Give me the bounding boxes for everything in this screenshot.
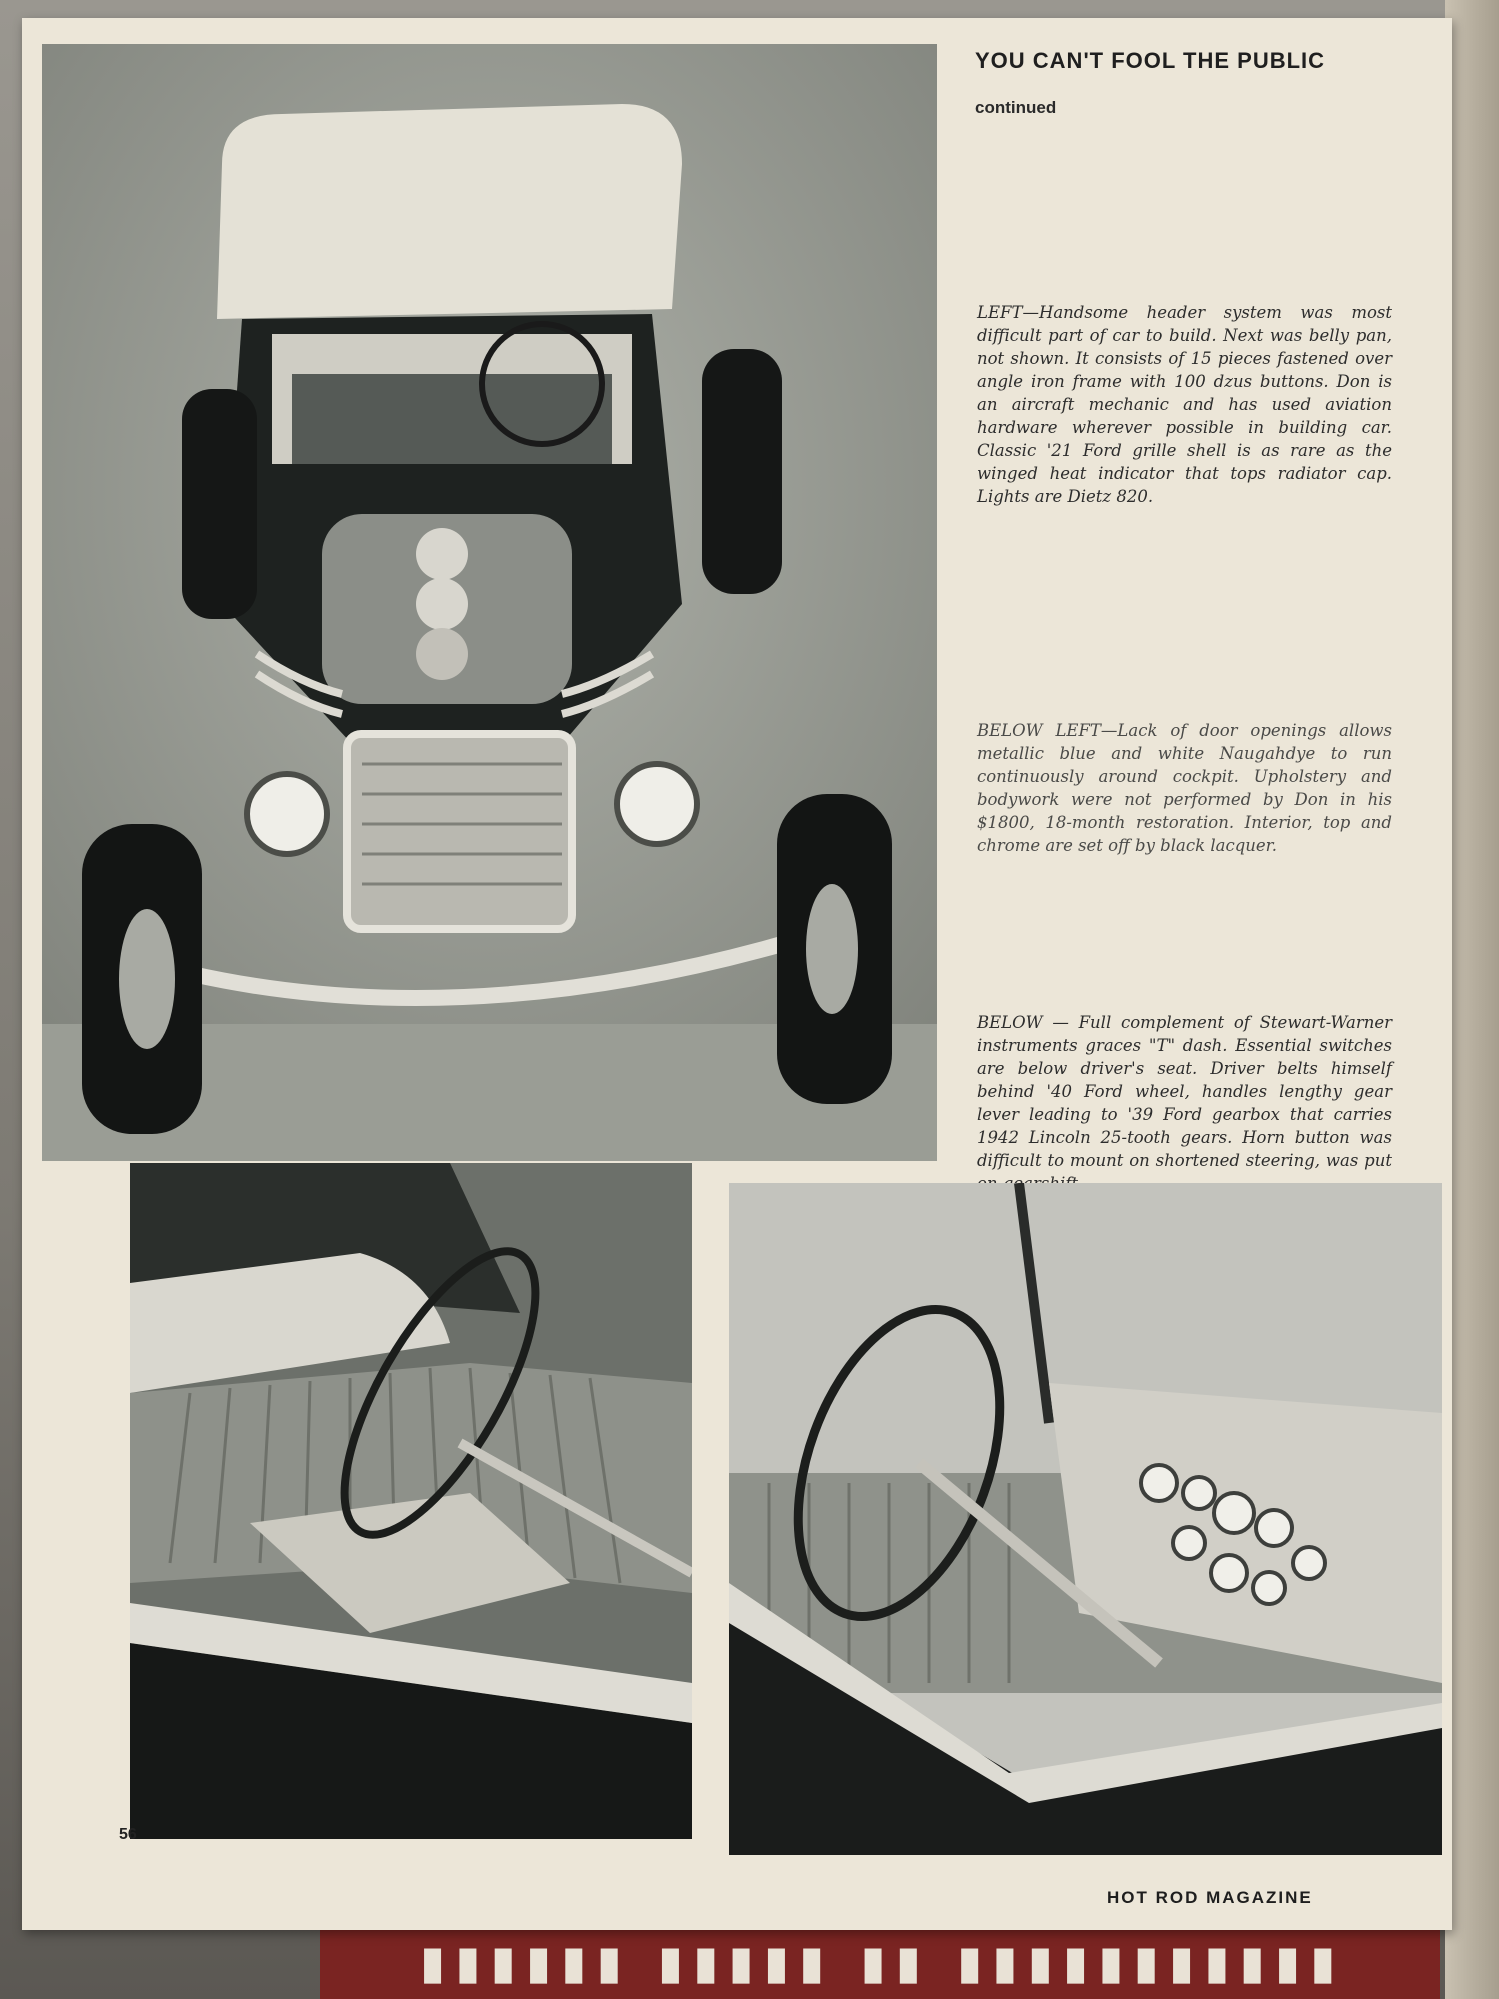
photo-roadster-overhead [42, 44, 937, 1161]
magazine-underneath-text: ▮▮▮▮▮▮ ▮▮▮▮▮ ▮▮ ▮▮▮▮▮▮▮▮▮▮▮ [420, 1935, 1346, 1989]
page-stack-edge [1445, 0, 1499, 1999]
photo-cockpit-interior [130, 1163, 692, 1839]
photo-dashboard [729, 1183, 1442, 1855]
page-number: 56 [119, 1826, 137, 1843]
caption-left: LEFT—Handsome header system was most difficult part of car to build. Next was belly pan, not shown. It consists of 15 pieces fastened over angle iron frame with 100 dzus buttons. Don is an aircraft mechanic and has used aviation hardware wherever possible in building car. Classic '21 Ford grille shell is as rare as the winged heat indicator that tops radiator cap. Lights are Dietz 820. [977, 302, 1392, 506]
magazine-page [22, 18, 1452, 1930]
article-continued-label: continued [975, 98, 1057, 117]
magazine-footer: HOT ROD MAGAZINE [1107, 1888, 1313, 1907]
caption-below-left: BELOW LEFT—Lack of door openings allows metallic blue and white Naugahdye to run continuously around cockpit. Upholstery and bodywork were not performed by Don in his $1800, 18-month restoration. Interior, top and chrome are set off by black lacquer. [977, 720, 1392, 855]
caption-below: BELOW — Full complement of Stewart-Warner instruments graces "T" dash. Essential switches are below driver's seat. Driver belts himself behind '40 Ford wheel, handles lengthy gear lever leading to '39 Ford gearbox that carries 1942 Lincoln 25-tooth gears. Horn button was difficult to mount on shortened steering, was put [977, 1012, 1392, 1170]
article-title: YOU CAN'T FOOL THE PUBLIC [975, 48, 1326, 73]
